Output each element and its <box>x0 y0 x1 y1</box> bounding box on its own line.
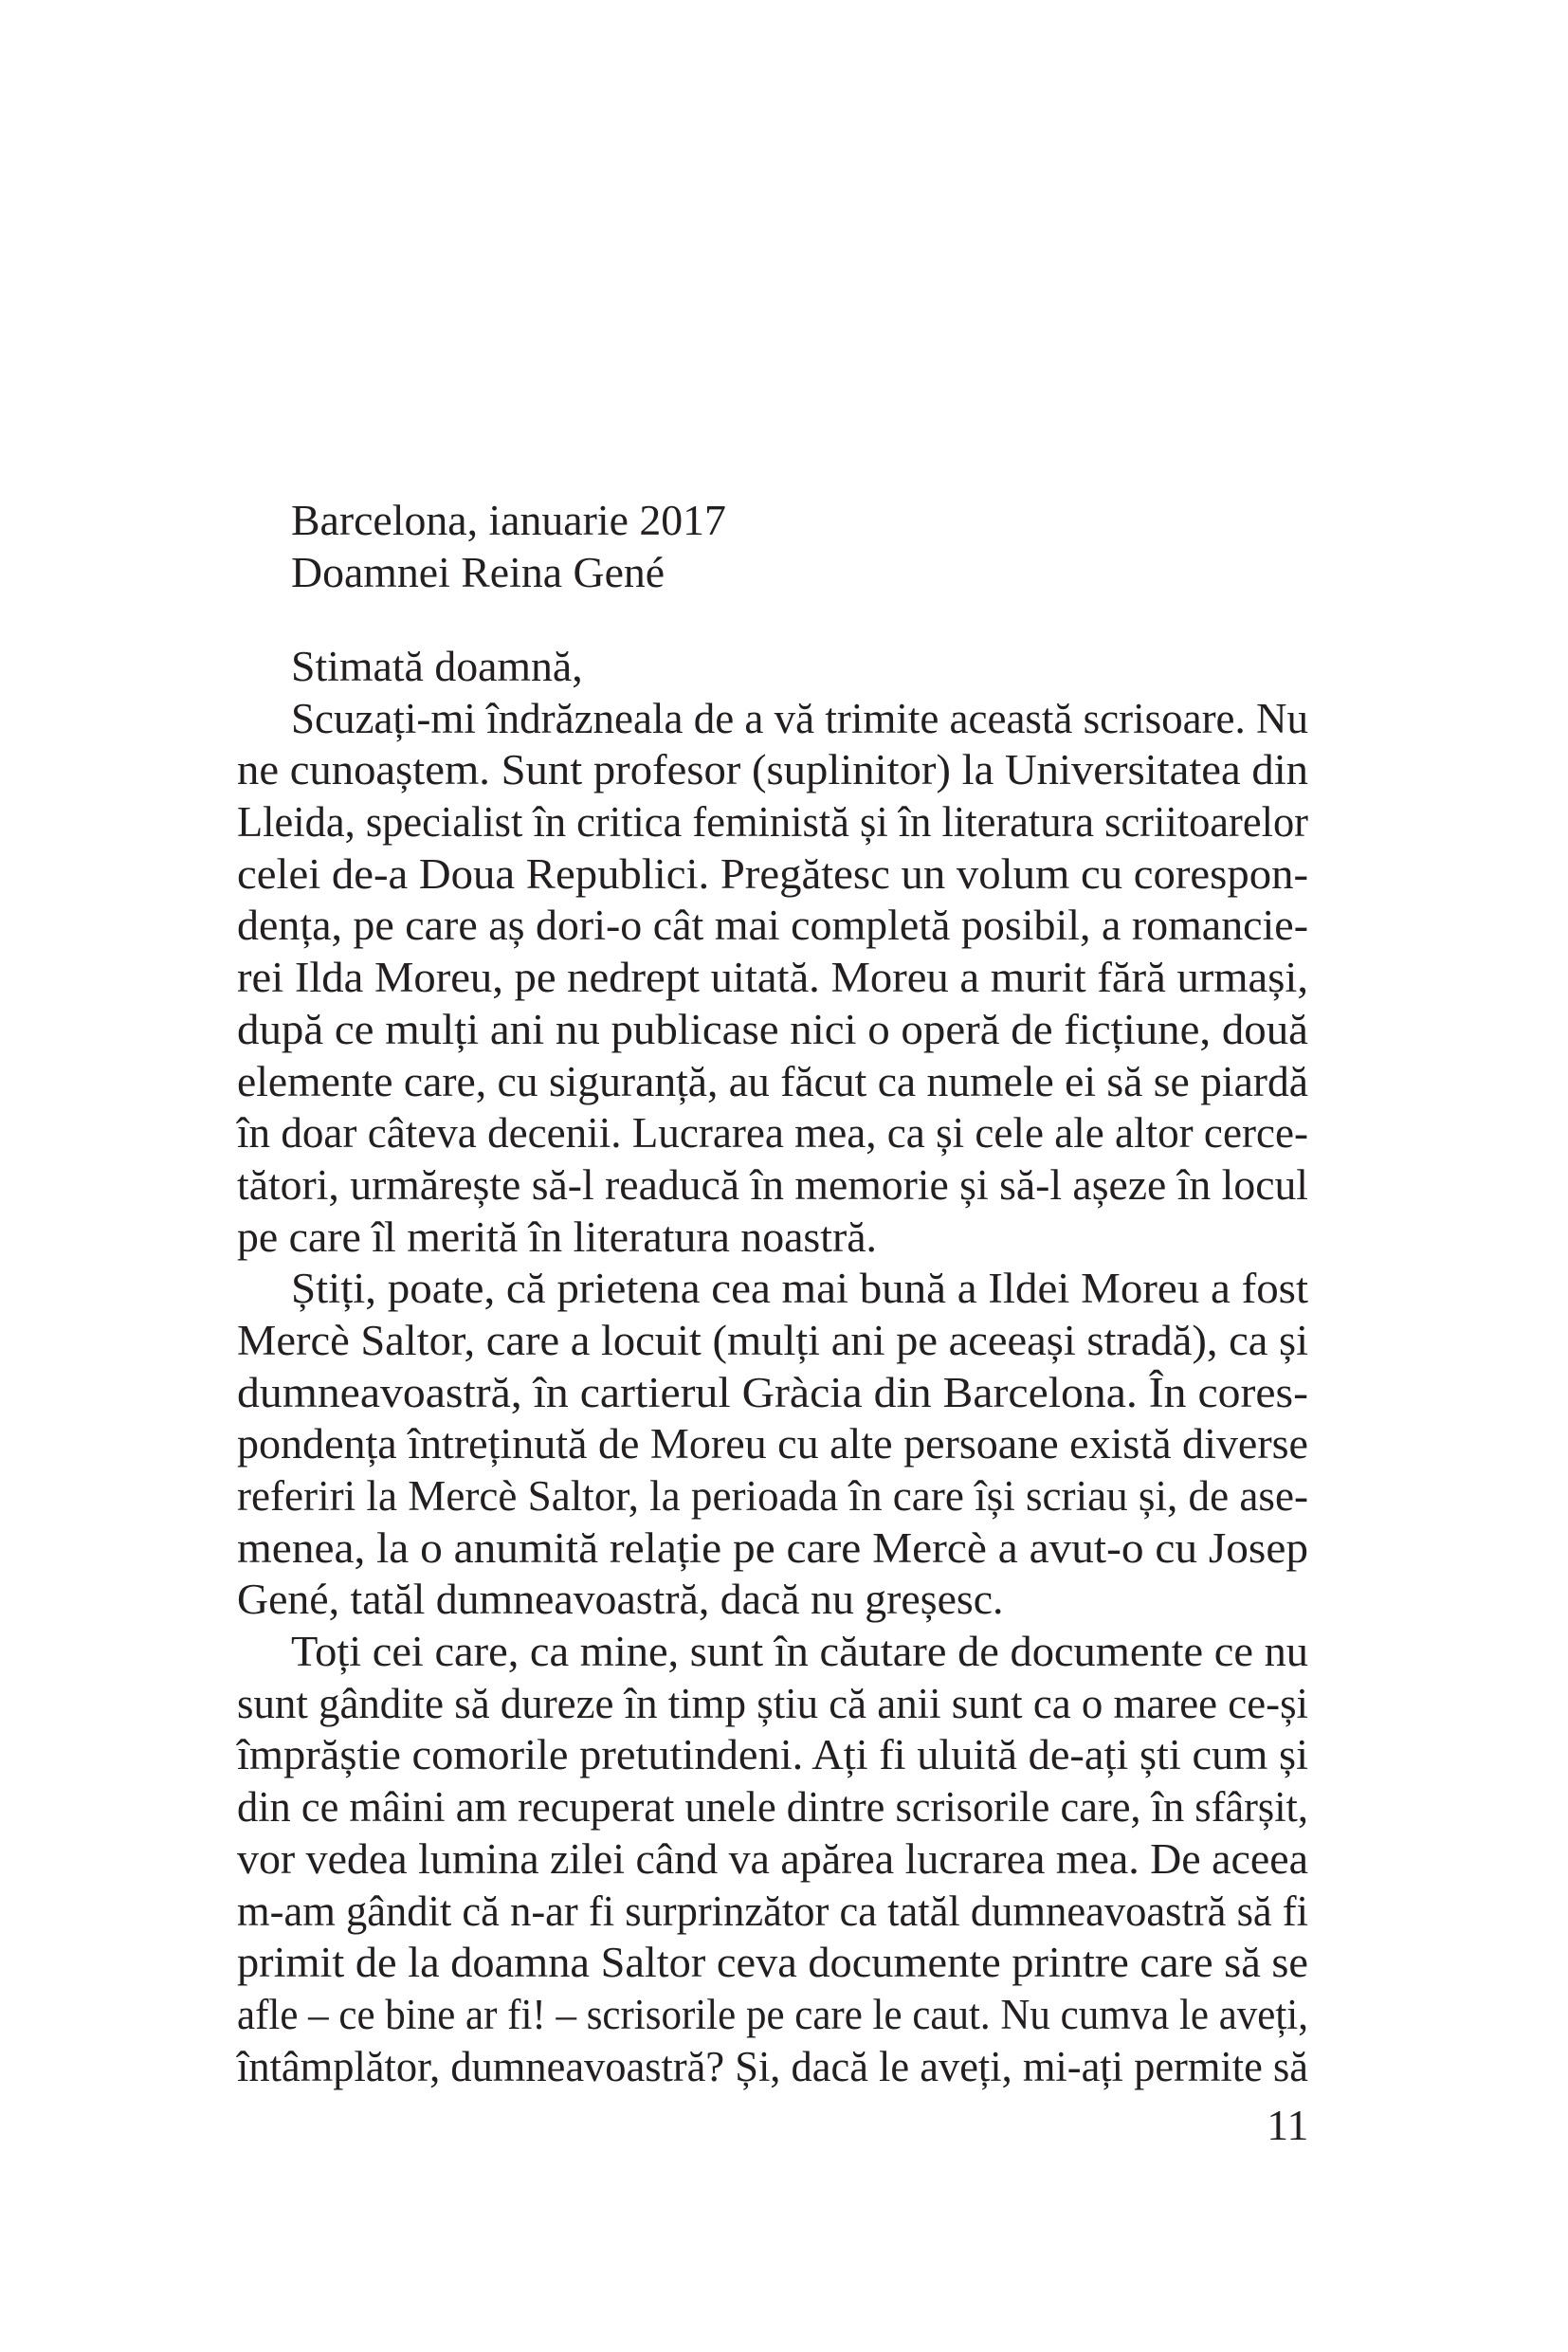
text-line-content: primit de la doamna Saltor ceva documente printre care să se <box>237 1939 1308 1987</box>
text-line <box>237 1574 1308 1626</box>
text-line-content: celei de-a Doua Republici. Pregătesc un volum cu corespon- <box>237 849 1308 898</box>
place-date-line <box>237 495 1308 547</box>
text-line <box>237 1159 1308 1212</box>
text-line <box>237 2041 1308 2093</box>
text-line-content: pe care îl merită în literatura noastră. <box>237 1212 877 1261</box>
text-line-content: întâmplător, dumneavoastră? Și, dacă le aveți, mi-ați permite să <box>237 2042 1308 2090</box>
addressee-line <box>237 547 1308 599</box>
text-line-content: din ce mâini am recuperat unele dintre scrisorile care, în sfârșit, <box>237 1783 1308 1832</box>
text-line-content: Toți cei care, ca mine, sunt în căutare de documente ce nu <box>291 1628 1308 1676</box>
text-line <box>237 900 1308 952</box>
text-line-content: după ce mulți ani nu publicase nici o operă de ficțiune, două <box>237 1005 1308 1053</box>
text-line <box>237 1418 1308 1470</box>
text-line <box>237 1781 1308 1833</box>
text-line-content: Scuzați-mi îndrăzneala de a vă trimite această scrisoare. Nu <box>291 694 1308 742</box>
text-line <box>237 848 1308 901</box>
text-line-content: sunt gândite să dureze în timp știu că anii sunt ca o maree ce-și <box>237 1679 1308 1727</box>
letter-heading <box>237 495 1308 598</box>
text-line-content: în doar câteva decenii. Lucrarea mea, ca și cele ale altor cerce- <box>237 1109 1308 1158</box>
text-line-content: afle – ce bine ar fi! – scrisorile pe care le caut. Nu cumva le aveți, <box>237 1990 1308 2038</box>
text-line <box>237 1729 1308 1781</box>
text-line-content: m-am gândit că n-ar fi surprinzător ca tatăl dumneavoastră să fi <box>237 1887 1308 1935</box>
text-line-content: împrăștie comorile pretutindeni. Ați fi uluită de-ați ști cum și <box>237 1731 1308 1779</box>
text-line <box>237 1989 1308 2041</box>
text-line <box>237 952 1308 1004</box>
text-line <box>237 1937 1308 1989</box>
text-line-content: rei Ilda Moreu, pe nedrept uitată. Moreu a murit fără urmași, <box>237 954 1308 1002</box>
text-line <box>237 796 1308 848</box>
text-line-content: tători, urmărește să-l readucă în memorie și să-l așeze în locul <box>237 1160 1308 1209</box>
addressee: Doamnei Reina Gené <box>291 548 665 596</box>
text-line <box>237 1886 1308 1938</box>
text-line <box>237 1678 1308 1730</box>
text-line <box>237 1367 1308 1419</box>
text-line-content: Stimată doamnă, <box>291 643 583 690</box>
text-line-content: vor vedea lumina zilei când va apărea lucrarea mea. De aceea <box>237 1834 1308 1883</box>
text-line <box>237 1315 1308 1367</box>
text-line-content: Știți, poate, că prietena cea mai bună a Ildei Moreu a fost <box>291 1265 1308 1313</box>
text-line-content: Gené, tatăl dumneavoastră, dacă nu greșesc. <box>237 1576 1004 1624</box>
text-line-content: Lleida, specialist în critica feministă și în literatura scriitoarelor <box>237 798 1308 847</box>
place-date: Barcelona, ianuarie 2017 <box>291 497 726 544</box>
text-line <box>237 1212 1308 1264</box>
text-line <box>237 641 1308 693</box>
text-line <box>237 1833 1308 1886</box>
text-line-content: dumneavoastră, în cartierul Gràcia din Barcelona. În cores- <box>237 1368 1308 1416</box>
text-line-content: menea, la o anumită relație pe care Mercè a avut-o cu Josep <box>237 1523 1308 1572</box>
text-line <box>237 1056 1308 1108</box>
text-line-content: pondența întreținută de Moreu cu alte persoane există diverse <box>237 1420 1308 1468</box>
text-line <box>237 744 1308 796</box>
text-line <box>237 1522 1308 1575</box>
text-line <box>237 1626 1308 1678</box>
text-line <box>237 1470 1308 1522</box>
text-line <box>237 1107 1308 1159</box>
text-line <box>237 1263 1308 1315</box>
text-line <box>237 693 1308 745</box>
text-line-content: elemente care, cu siguranță, au făcut ca numele ei să se piardă <box>237 1057 1309 1105</box>
text-line-content: Mercè Saltor, care a locuit (mulți ani pe aceeași stradă), ca și <box>237 1316 1308 1364</box>
page-number: 11 <box>1266 2102 1308 2149</box>
text-line-content: dența, pe care aș dori-o cât mai completă posibil, a romancie- <box>237 902 1308 950</box>
letter-body <box>237 641 1308 2092</box>
text-line-content: referiri la Mercè Saltor, la perioada în care își scriau și, de ase- <box>237 1472 1308 1520</box>
text-line-content: ne cunoaștem. Sunt profesor (suplinitor) la Universitatea din <box>237 746 1308 794</box>
text-line <box>237 1004 1308 1056</box>
